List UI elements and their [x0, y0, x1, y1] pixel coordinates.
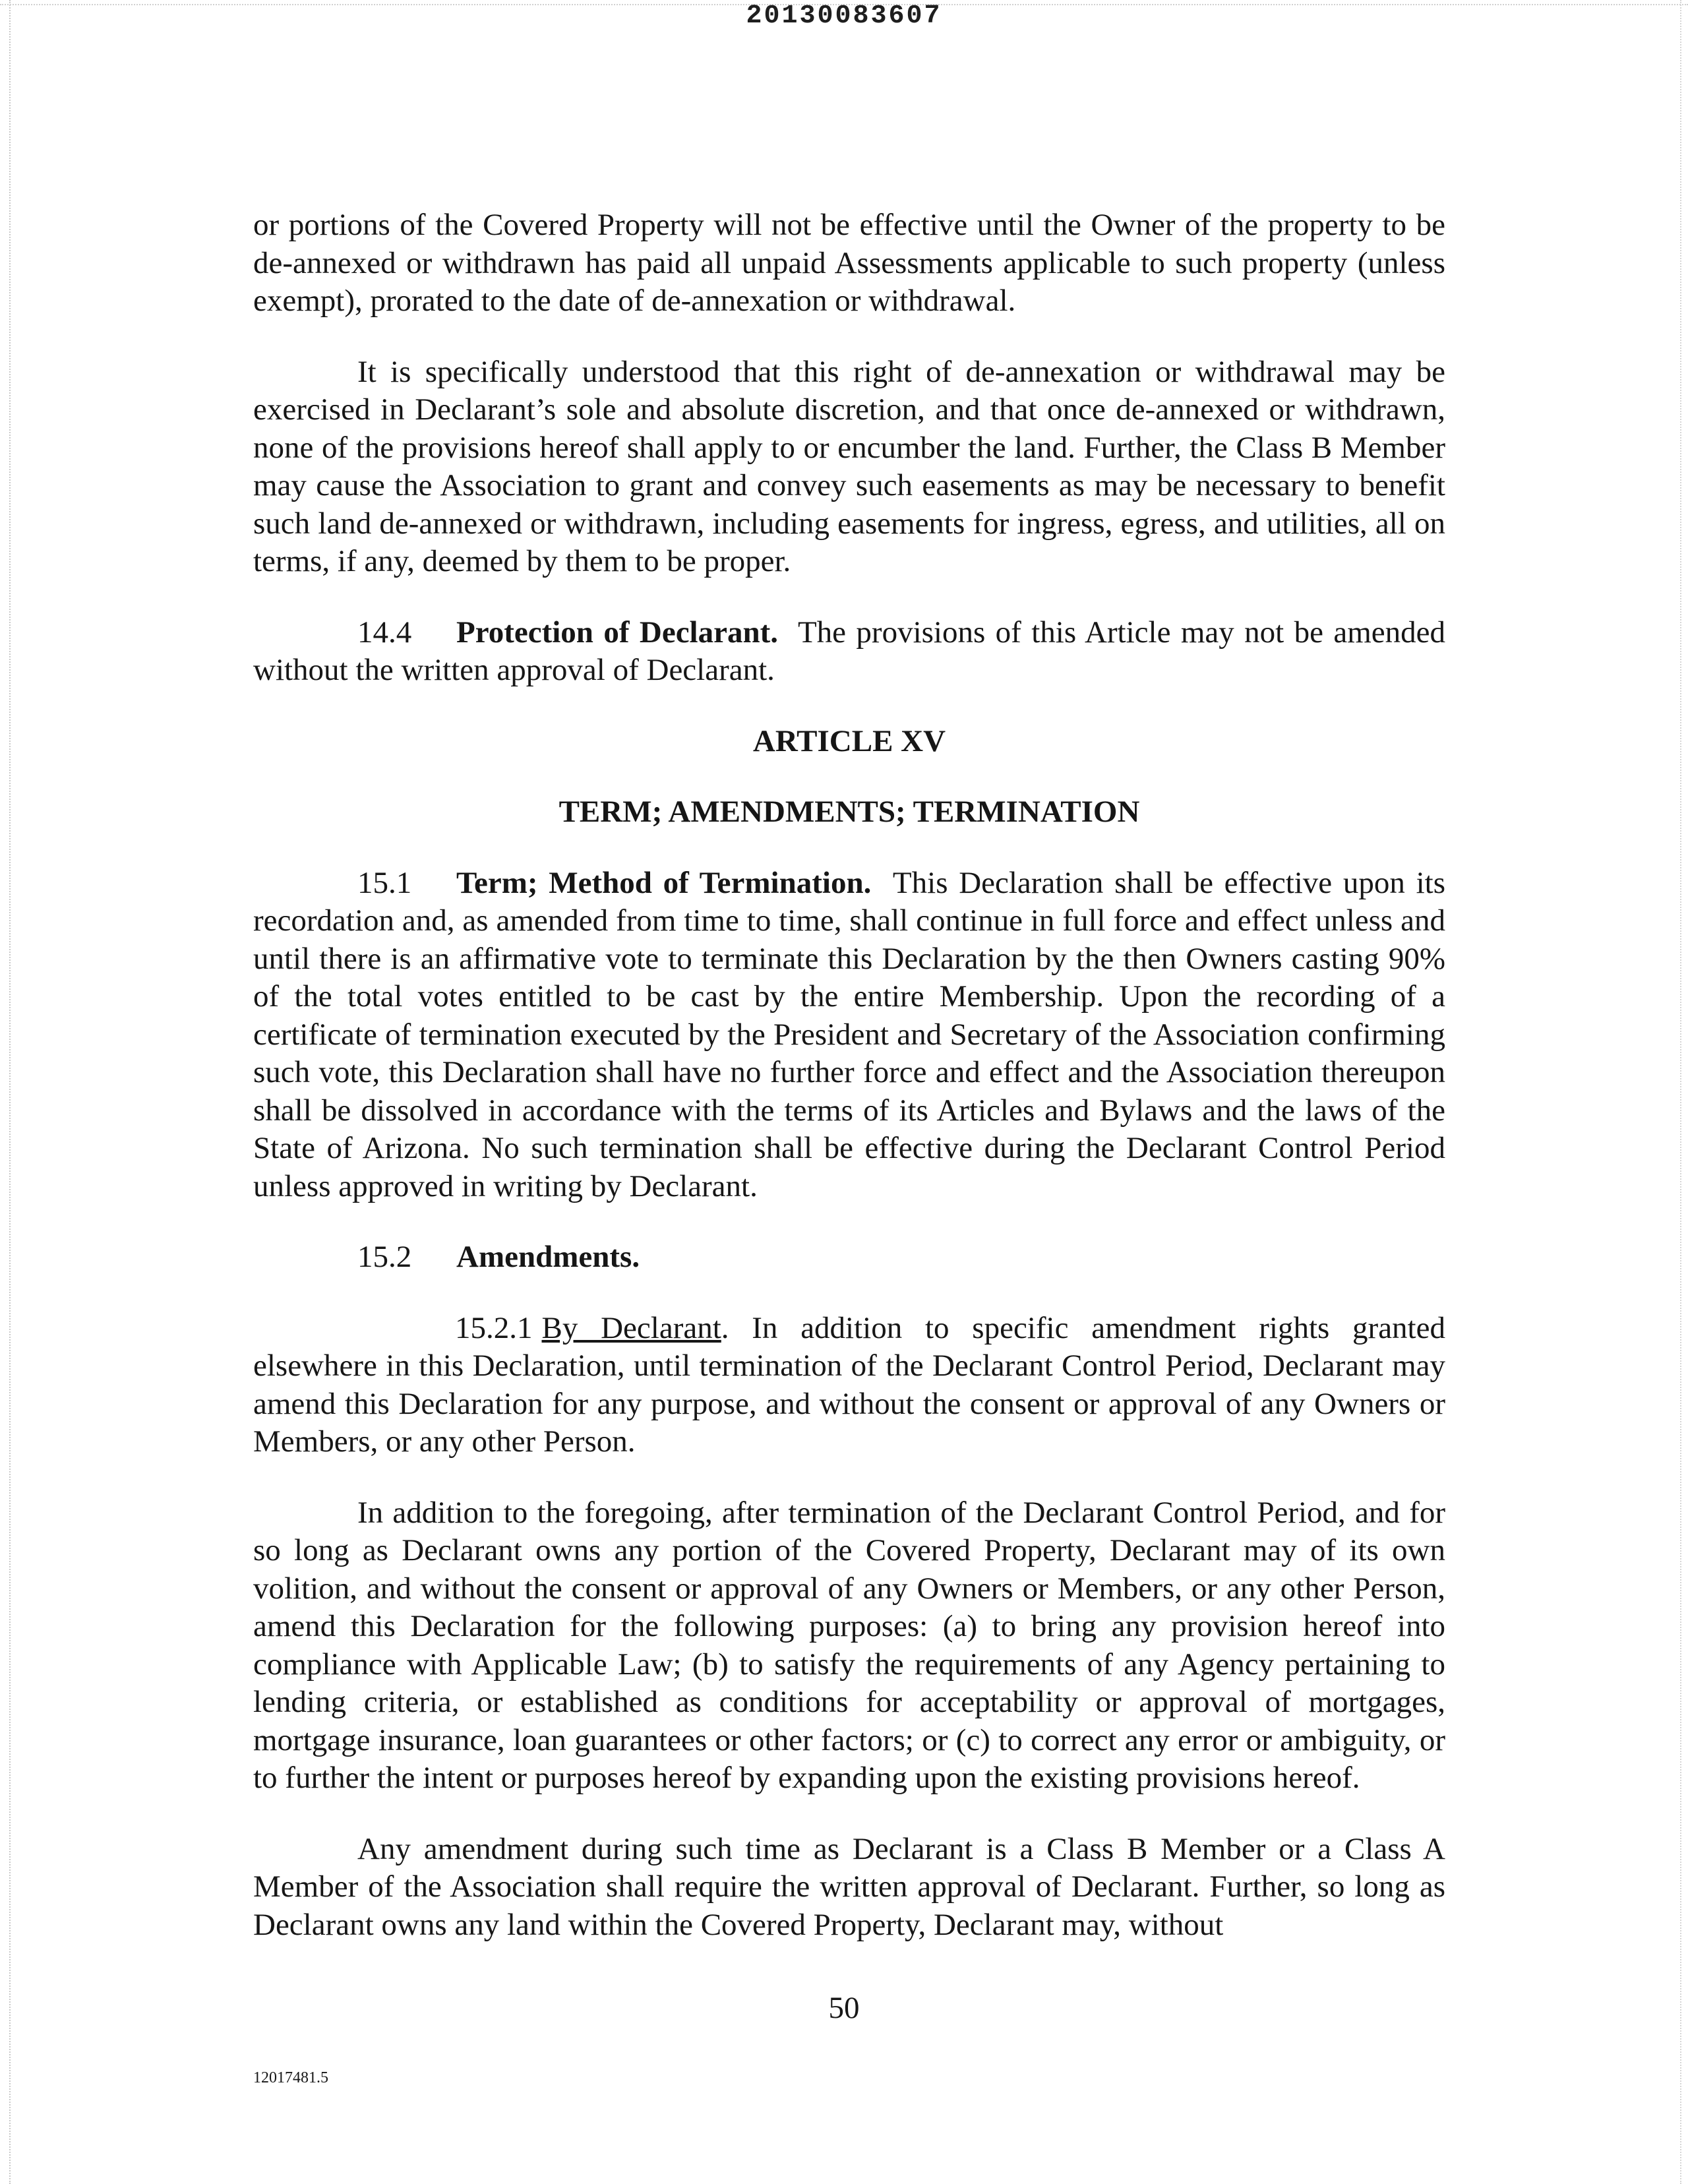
scan-edge-right [1680, 0, 1688, 2184]
section-text: The provisions of this Article may not be amended without the written approval of Declarant. [253, 615, 1445, 687]
section-number: 15.2.1 [455, 1310, 533, 1345]
section-title: By Declarant [541, 1310, 721, 1345]
article-title: TERM; AMENDMENTS; TERMINATION [558, 795, 1140, 829]
paragraph-deannexation-discretion: It is specifically understood that this right of de-annexation or withdrawal may be exercised in Declarant’s sole and absolute discretion, and that once de-annexed or withdrawn, none of the provisions hereof shall apply to or encumber the land. Further, the Class B Member may cause the Association to grant and convey such easements as may be necessary to benefit such land de-annexed or withdrawn, including easements for ingress, egress, and utilities, all on terms, if any, deemed by them to be proper. [253, 354, 1445, 578]
section-number: 15.2 [357, 1240, 412, 1274]
recording-number: 20130083607 [746, 1, 942, 31]
scan-edge-left [0, 0, 11, 2184]
section-15-2-1 [253, 1310, 1445, 1461]
section-15-2 [253, 1238, 1445, 1277]
section-title: Term; Method of Termination. [456, 865, 872, 900]
section-number: 15.1 [357, 865, 412, 900]
document-id: 12017481.5 [253, 2069, 328, 2086]
page-body [253, 206, 1445, 1944]
section-text: This Declaration shall be effective upon its recordation and, as amended from time to time, shall continue in full force and effect unless and until there is an affirmative vote to terminate this Declaration by the then Owners casting 90% of the total votes entitled to be cast by the entire Membership. Upon the recording of a certificate of termination executed by the President and Secretary of the Association confirming such vote, this Declaration shall have no further force and effect and the Association thereupon shall be dissolved in accordance with the terms of its Articles and Bylaws and the laws of the State of Arizona. No such termination shall be effective during the Declarant Control Period unless approved in writing by Declarant. [253, 865, 1445, 1203]
paragraph-deannexation-effect: or portions of the Covered Property will not be effective until the Owner of the property to be de-annexed or withdrawn has paid all unpaid Assessments applicable to such property (unless exempt), prorated to the date of de-annexation or withdrawal. [253, 208, 1445, 318]
section-title: Amendments. [456, 1240, 640, 1274]
section-14-4 [253, 614, 1445, 690]
section-15-1 [253, 864, 1445, 1206]
section-number: 14.4 [357, 615, 412, 650]
article-number: ARTICLE XV [752, 723, 946, 758]
paragraph-any-amendment: Any amendment during such time as Declarant is a Class B Member or a Class A Member of the Association shall require the written approval of Declarant. Further, so long as Declarant owns any land within the Covered Property, Declarant may, without [253, 1831, 1445, 1942]
page-number: 50 [828, 1991, 860, 2025]
section-title: Protection of Declarant. [456, 615, 779, 650]
paragraph-declarant-amendments: In addition to the foregoing, after termination of the Declarant Control Period, and for so long as Declarant owns any portion of the Covered Property, Declarant may of its own volition, and without the consent or approval of any Owners or Members, or any other Person, amend this Declaration for the following purposes: (a) to bring any provision hereof into compliance with Applicable Law; (b) to satisfy the requirements of any Agency pertaining to lending criteria, or established as conditions for acceptability or approval of mortgages, mortgage insurance, loan guarantees or other factors; or (c) to correct any error or ambiguity, or to further the intent or purposes hereof by expanding upon the existing provisions hereof. [253, 1495, 1445, 1795]
section-text: . In addition to specific amendment rights granted elsewhere in this Declaration, until termination of the Declarant Control Period, Declarant may amend this Declaration for any purpose, and without the consent or approval of any Owners or Members, or any other Person. [253, 1310, 1445, 1459]
